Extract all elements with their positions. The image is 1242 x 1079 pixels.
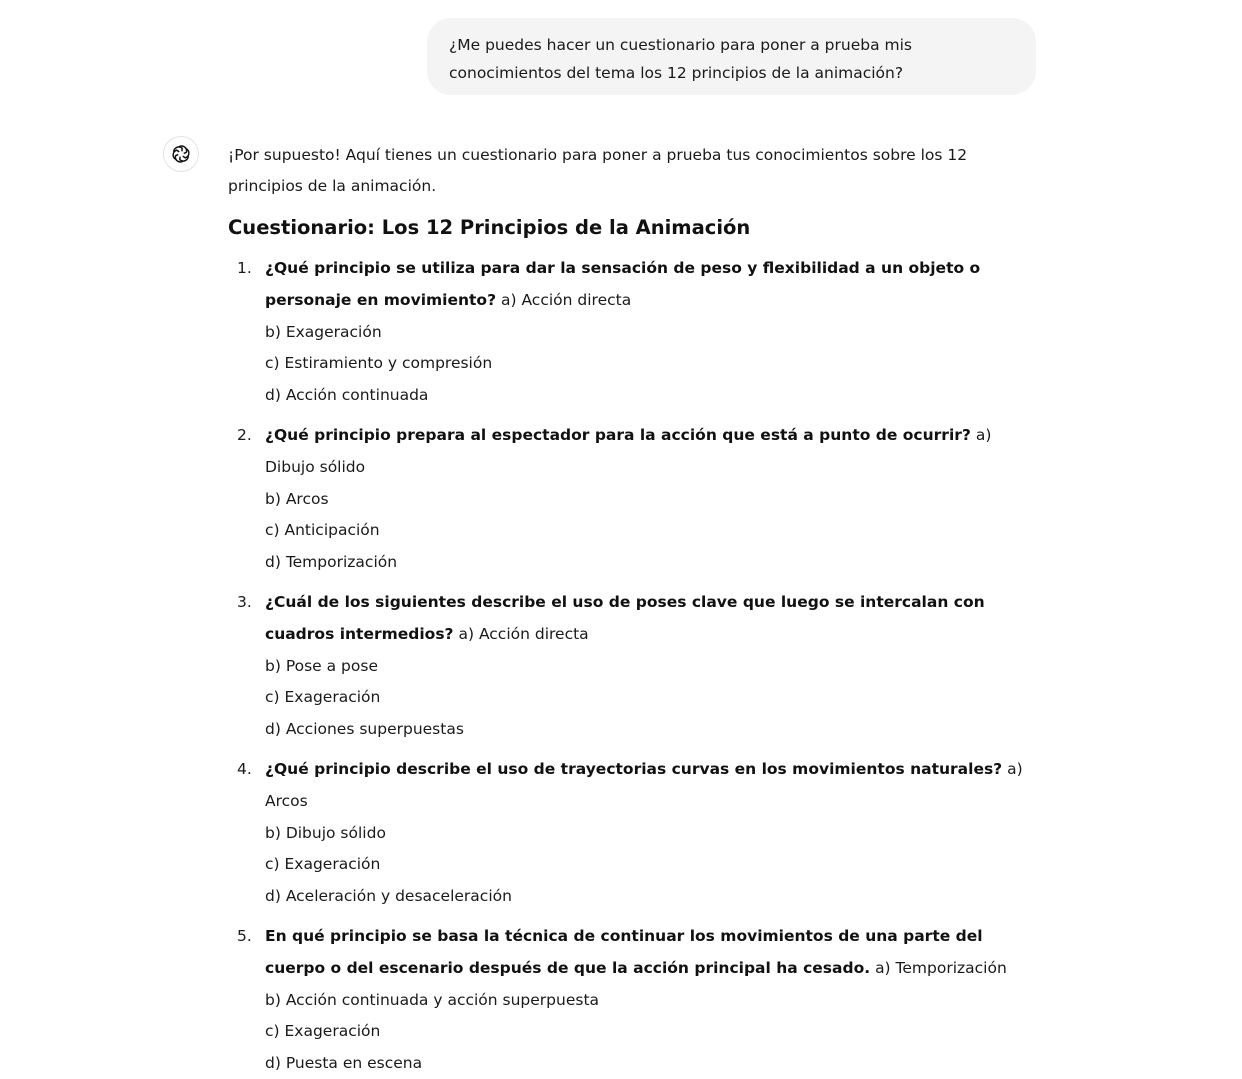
question-number: 3. (237, 592, 252, 611)
user-message-text: ¿Me puedes hacer un cuestionario para poner a prueba mis conocimientos del tema los 12 principios de la animación? (449, 36, 912, 82)
option-a: a) Acción directa (501, 290, 632, 309)
option-c: c) Anticipación (265, 521, 380, 540)
question-text: ¿Qué principio prepara al espectador para la acción que está a punto de ocurrir? (265, 425, 971, 444)
question-text: ¿Qué principio describe el uso de trayectorias curvas en los movimientos naturales? (265, 759, 1003, 778)
user-message-bubble (427, 18, 1036, 95)
option-b: b) Pose a pose (265, 656, 378, 675)
question-item (228, 921, 1028, 1079)
quiz-title: Cuestionario: Los 12 Principios de la Animación (228, 216, 751, 239)
question-number: 4. (237, 759, 252, 778)
option-a: a) Temporización (875, 958, 1007, 977)
question-number: 1. (237, 259, 252, 277)
openai-logo-icon (170, 143, 192, 165)
option-d: d) Acciones superpuestas (265, 720, 464, 739)
option-b: b) Acción continuada y acción superpuesta (265, 990, 600, 1009)
question-text: ¿Qué principio se utiliza para dar la sensación de peso y flexibilidad a un objeto o personaje en movimiento? (265, 259, 981, 309)
question-number: 5. (237, 926, 252, 945)
option-b: b) Exageración (265, 322, 382, 341)
option-b: b) Dibujo sólido (265, 823, 386, 842)
option-a: a) Acción directa (458, 624, 589, 643)
question-text: ¿Cuál de los siguientes describe el uso de poses clave que luego se intercalan con cuadros intermedios? (265, 592, 985, 643)
question-number: 2. (237, 425, 252, 444)
question-item (228, 587, 1028, 746)
question-item (228, 253, 1028, 412)
question-item (228, 754, 1028, 913)
option-a: a) Arcos (265, 759, 1023, 810)
question-list (228, 253, 1028, 1079)
option-d: d) Aceleración y desaceleración (265, 887, 512, 906)
option-a: a) Dibujo sólido (265, 425, 992, 476)
option-d: d) Puesta en escena (265, 1054, 423, 1073)
option-c: c) Exageración (265, 688, 381, 707)
option-d: d) Acción continuada (265, 386, 429, 405)
option-b: b) Arcos (265, 489, 329, 508)
assistant-message (228, 140, 1028, 1079)
option-d: d) Temporización (265, 553, 398, 572)
question-text: En qué principio se basa la técnica de continuar los movimientos de una parte del cuerpo o del escenario después de que la acción principal ha cesado. (265, 926, 983, 977)
assistant-avatar (163, 136, 199, 172)
option-c: c) Estiramiento y compresión (265, 354, 493, 373)
assistant-intro: ¡Por supuesto! Aquí tienes un cuestionario para poner a prueba tus conocimientos sobre los 12 principios de la animación. (228, 146, 968, 195)
option-c: c) Exageración (265, 855, 381, 874)
option-c: c) Exageración (265, 1022, 381, 1041)
question-item (228, 420, 1028, 579)
